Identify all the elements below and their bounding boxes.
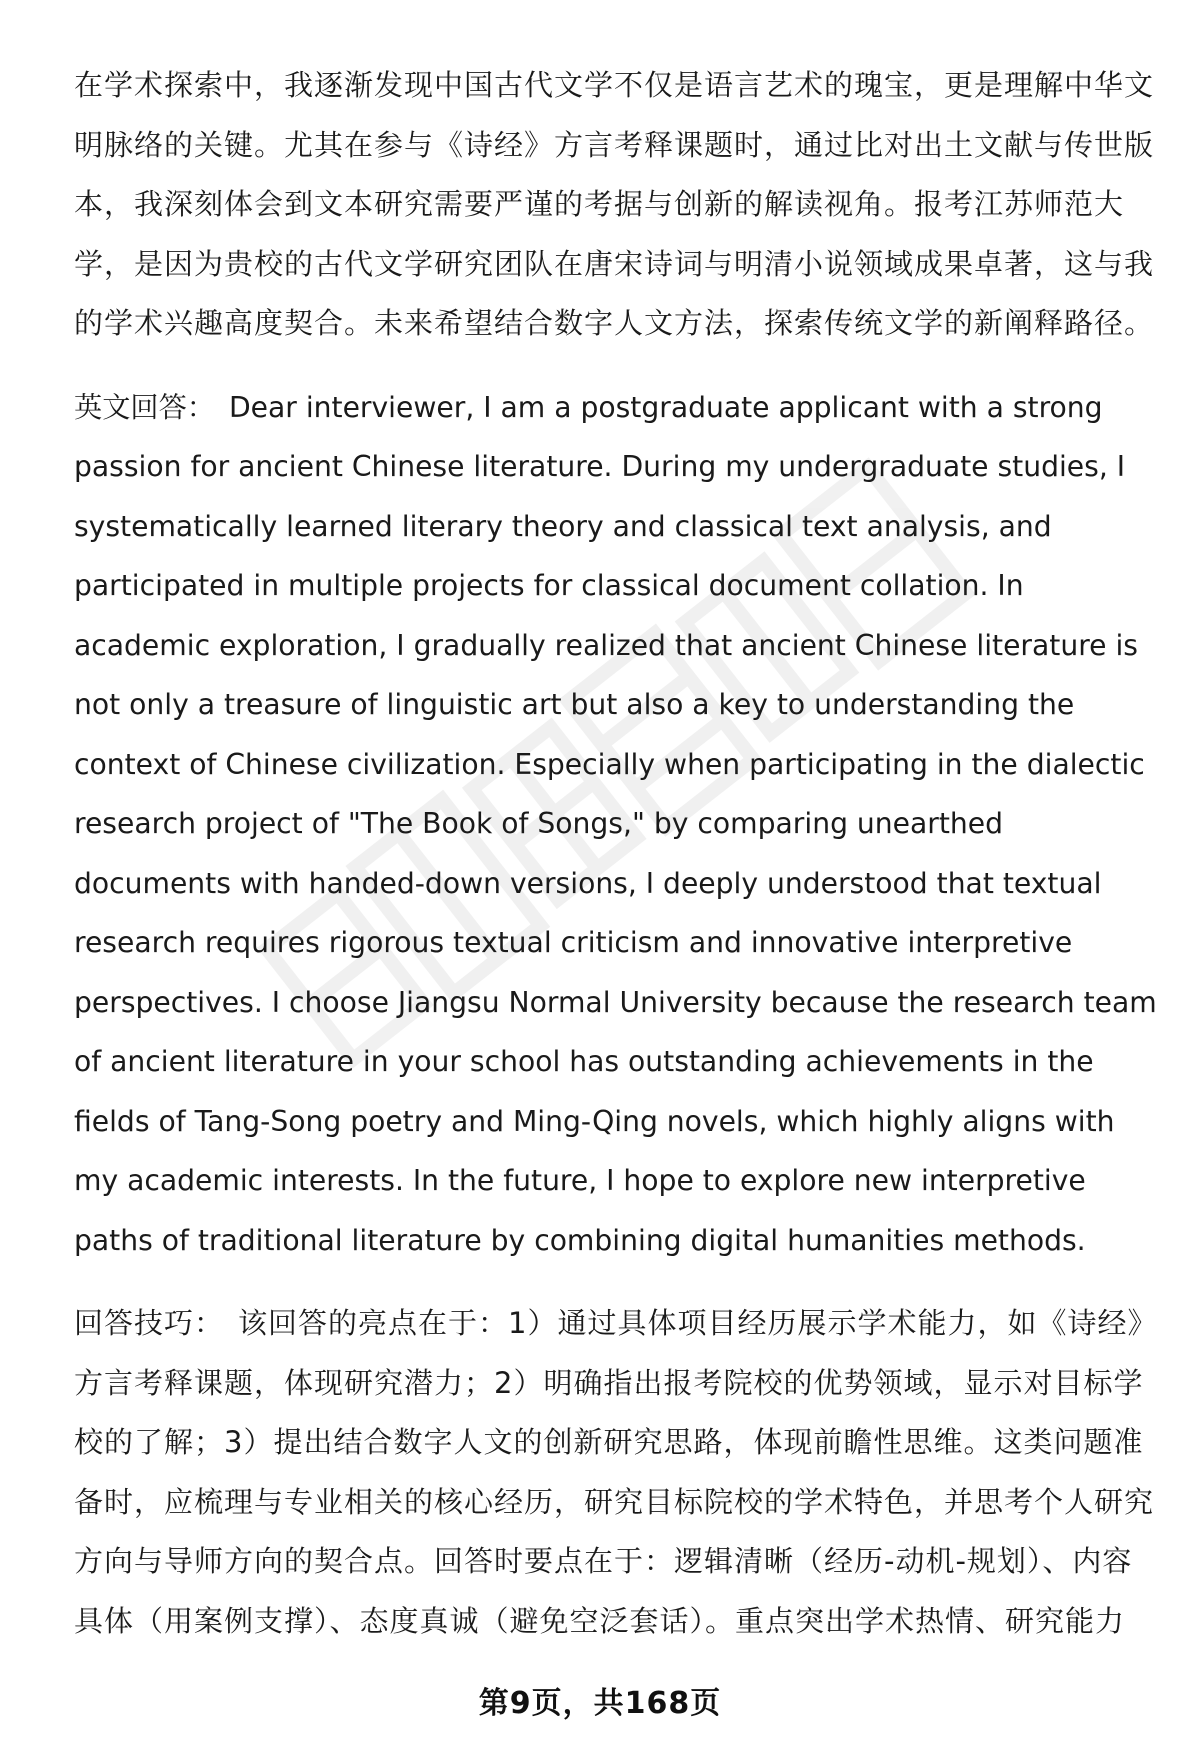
page-number-footer: 第9页，共168页: [478, 1686, 722, 1721]
english-answer-label: 英文回答：: [74, 390, 215, 424]
english-answer-paragraph: [74, 378, 1160, 1271]
tips-text: 该回答的亮点在于：1）通过具体项目经历展示学术能力，如《诗经》方言考释课题，体现研究潜力；2）明确指出报考院校的优势领域，显示对目标学校的了解；3）提出结合数字人文的创新研究思路，体现前瞻性思维。这类问题准备时，应梳理与专业相关的核心经历，研究目标院校的学术特色，并思考个人研究方向与导师方向的契合点。回答时要点在于：逻辑清晰（经历-动机-规划）、内容具体（用案例支撑）、态度真诚（避免空泛套话）。重点突出学术热情、研究能力: [74, 1306, 1158, 1638]
paragraph-intro: 在学术探索中，我逐渐发现中国古代文学不仅是语言艺术的瑰宝，更是理解中华文明脉络的关键。尤其在参与《诗经》方言考释课题时，通过比对出土文献与传世版本，我深刻体会到文本研究需要严谨的考据与创新的解读视角。报考江苏师范大学，是因为贵校的古代文学研究团队在唐宋诗词与明清小说领域成果卓著，这与我的学术兴趣高度契合。未来希望结合数字人文方法，探索传统文学的新阐释路径。: [74, 68, 1155, 340]
document-body: [74, 56, 1160, 1675]
tips-paragraph: [74, 1294, 1160, 1651]
tips-label: 回答技巧：: [74, 1306, 225, 1340]
english-answer-text: Dear interviewer, I am a postgraduate applicant with a strong passion for ancient Chinese literature. During my undergraduate studies, I systematically learned literary theory and classical text analysis, and participated in multiple projects for classical document collation. In academic exploration, I gradually realized that ancient Chinese literature is not only a treasure of linguistic art but also a key to understanding the context of Chinese civilization. Especially when participating in the dialectic research project of "The Book of Songs," by comparing unearthed documents with handed-down versions, I deeply understood that textual research requires rigorous textual criticism and innovative interpretive perspectives. I choose Jiangsu Normal University because the research team of ancient literature in your school has outstanding achievements in the fields of Tang-Song poetry and Ming-Qing novels, which highly aligns with my academic interests. In the future, I hope to explore new interpretive paths of traditional literature by combining digital humanities methods.: [74, 390, 1157, 1257]
